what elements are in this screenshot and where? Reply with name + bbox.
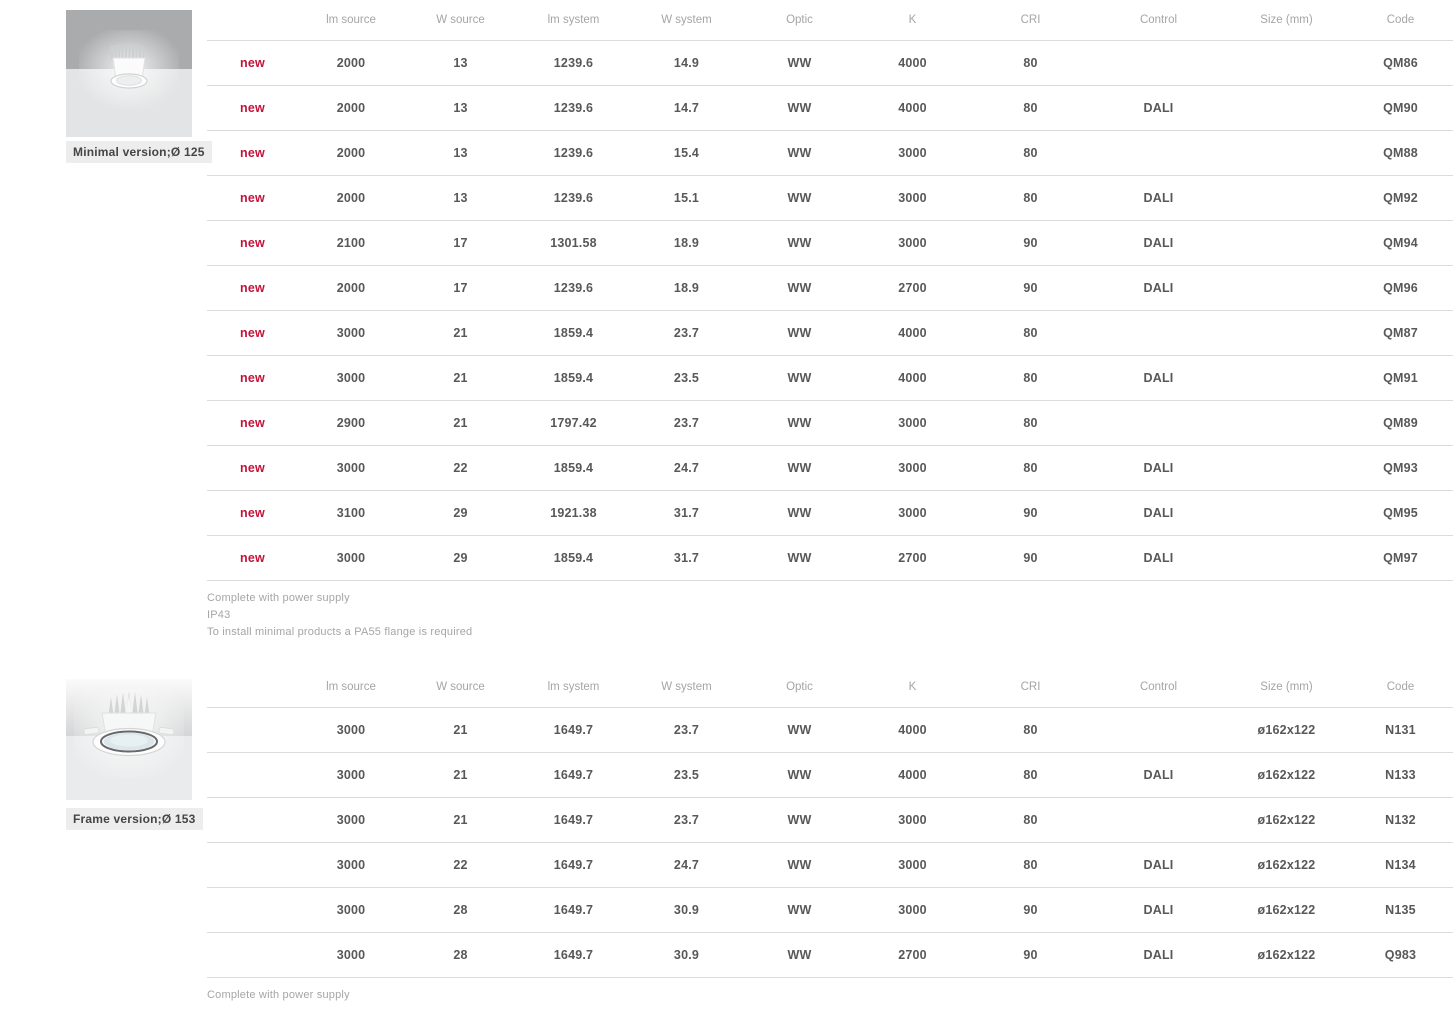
- value-cell: 1649.7: [517, 708, 630, 753]
- value-cell: 1859.4: [517, 446, 630, 491]
- value-cell: 23.7: [630, 401, 743, 446]
- value-cell: WW: [743, 446, 856, 491]
- value-cell: [1225, 446, 1348, 491]
- column-header-control: Control: [1092, 0, 1225, 41]
- value-cell: 80: [969, 86, 1092, 131]
- value-cell: 29: [404, 491, 517, 536]
- value-cell: 4000: [856, 708, 969, 753]
- column-header-w-source: W source: [404, 0, 517, 41]
- value-cell: 80: [969, 708, 1092, 753]
- new-badge: new: [207, 491, 298, 536]
- value-cell: 3000: [298, 798, 404, 843]
- table-row: [207, 491, 1453, 536]
- value-cell: 3000: [298, 708, 404, 753]
- table-row: [207, 41, 1453, 86]
- column-header-size-mm-: Size (mm): [1225, 667, 1348, 708]
- value-cell: [1092, 708, 1225, 753]
- value-cell: 28: [404, 933, 517, 978]
- value-cell: 1649.7: [517, 843, 630, 888]
- value-cell: 1649.7: [517, 933, 630, 978]
- value-cell: 1239.6: [517, 176, 630, 221]
- value-cell: DALI: [1092, 221, 1225, 266]
- code-cell: QM97: [1348, 536, 1453, 581]
- table-row: [207, 176, 1453, 221]
- table-row: [207, 86, 1453, 131]
- value-cell: 1859.4: [517, 536, 630, 581]
- value-cell: 1649.7: [517, 888, 630, 933]
- value-cell: 15.4: [630, 131, 743, 176]
- value-cell: 3000: [856, 491, 969, 536]
- value-cell: 13: [404, 131, 517, 176]
- value-cell: 17: [404, 266, 517, 311]
- value-cell: 18.9: [630, 266, 743, 311]
- column-header-lm-source: lm source: [298, 0, 404, 41]
- value-cell: 23.5: [630, 753, 743, 798]
- value-cell: 3100: [298, 491, 404, 536]
- code-cell: N133: [1348, 753, 1453, 798]
- column-header-w-system: W system: [630, 667, 743, 708]
- value-cell: [1225, 176, 1348, 221]
- value-cell: 3000: [298, 311, 404, 356]
- value-cell: 4000: [856, 356, 969, 401]
- code-cell: QM94: [1348, 221, 1453, 266]
- spec-table-frame: [207, 667, 1453, 978]
- value-cell: 1649.7: [517, 753, 630, 798]
- value-cell: [1092, 41, 1225, 86]
- value-cell: 2000: [298, 176, 404, 221]
- code-cell: N134: [1348, 843, 1453, 888]
- value-cell: 1859.4: [517, 356, 630, 401]
- value-cell: 14.9: [630, 41, 743, 86]
- value-cell: [1225, 131, 1348, 176]
- value-cell: ø162x122: [1225, 888, 1348, 933]
- value-cell: 3000: [298, 888, 404, 933]
- value-cell: 3000: [856, 798, 969, 843]
- new-badge: new: [207, 41, 298, 86]
- value-cell: 23.7: [630, 708, 743, 753]
- value-cell: 1239.6: [517, 41, 630, 86]
- value-cell: 2100: [298, 221, 404, 266]
- code-cell: N135: [1348, 888, 1453, 933]
- new-badge: new: [207, 176, 298, 221]
- value-cell: WW: [743, 176, 856, 221]
- value-cell: [1092, 131, 1225, 176]
- code-cell: QM87: [1348, 311, 1453, 356]
- value-cell: 3000: [298, 356, 404, 401]
- minimal-version-section: [207, 0, 1453, 641]
- table-row: [207, 753, 1453, 798]
- product-image-minimal-version: [66, 10, 192, 137]
- code-cell: QM93: [1348, 446, 1453, 491]
- value-cell: 22: [404, 843, 517, 888]
- value-cell: 2000: [298, 131, 404, 176]
- table-row: [207, 131, 1453, 176]
- value-cell: 21: [404, 753, 517, 798]
- footnote: IP43: [207, 609, 231, 621]
- value-cell: 14.7: [630, 86, 743, 131]
- value-cell: 1301.58: [517, 221, 630, 266]
- code-cell: QM91: [1348, 356, 1453, 401]
- value-cell: 15.1: [630, 176, 743, 221]
- value-cell: 80: [969, 446, 1092, 491]
- value-cell: [1092, 798, 1225, 843]
- value-cell: 24.7: [630, 843, 743, 888]
- new-badge: new: [207, 401, 298, 446]
- value-cell: 29: [404, 536, 517, 581]
- table-footnotes: [207, 987, 1453, 1004]
- footnote: To install minimal products a PA55 flange is required: [207, 626, 473, 638]
- value-cell: 13: [404, 176, 517, 221]
- value-cell: 30.9: [630, 888, 743, 933]
- value-cell: 23.7: [630, 798, 743, 843]
- value-cell: 2000: [298, 266, 404, 311]
- value-cell: 18.9: [630, 221, 743, 266]
- product-image-frame-version: [66, 679, 192, 800]
- value-cell: ø162x122: [1225, 798, 1348, 843]
- table-row: [207, 536, 1453, 581]
- code-cell: QM90: [1348, 86, 1453, 131]
- value-cell: 3000: [856, 888, 969, 933]
- value-cell: 1649.7: [517, 798, 630, 843]
- value-cell: [207, 798, 298, 843]
- value-cell: 1239.6: [517, 86, 630, 131]
- value-cell: ø162x122: [1225, 753, 1348, 798]
- value-cell: 3000: [298, 933, 404, 978]
- footnote: Complete with power supply: [207, 592, 350, 604]
- value-cell: 80: [969, 401, 1092, 446]
- value-cell: 2000: [298, 86, 404, 131]
- code-cell: QM86: [1348, 41, 1453, 86]
- value-cell: WW: [743, 86, 856, 131]
- value-cell: DALI: [1092, 933, 1225, 978]
- value-cell: [1225, 266, 1348, 311]
- value-cell: 31.7: [630, 491, 743, 536]
- value-cell: 2700: [856, 266, 969, 311]
- code-cell: QM88: [1348, 131, 1453, 176]
- column-header-w-source: W source: [404, 667, 517, 708]
- value-cell: 21: [404, 311, 517, 356]
- value-cell: [1225, 221, 1348, 266]
- value-cell: 4000: [856, 753, 969, 798]
- value-cell: [1225, 401, 1348, 446]
- value-cell: DALI: [1092, 843, 1225, 888]
- value-cell: 3000: [856, 131, 969, 176]
- value-cell: 4000: [856, 41, 969, 86]
- value-cell: [207, 708, 298, 753]
- value-cell: DALI: [1092, 491, 1225, 536]
- value-cell: WW: [743, 888, 856, 933]
- column-header-empty: [207, 667, 298, 708]
- header-row: [207, 0, 1453, 41]
- header-row: [207, 667, 1453, 708]
- value-cell: WW: [743, 491, 856, 536]
- value-cell: 90: [969, 933, 1092, 978]
- value-cell: 3000: [856, 221, 969, 266]
- value-cell: DALI: [1092, 753, 1225, 798]
- table-row: [207, 708, 1453, 753]
- value-cell: DALI: [1092, 266, 1225, 311]
- value-cell: [207, 753, 298, 798]
- value-cell: 90: [969, 888, 1092, 933]
- value-cell: [1225, 41, 1348, 86]
- value-cell: WW: [743, 401, 856, 446]
- value-cell: [207, 933, 298, 978]
- value-cell: WW: [743, 221, 856, 266]
- column-header-empty: [207, 0, 298, 41]
- value-cell: 80: [969, 798, 1092, 843]
- value-cell: WW: [743, 708, 856, 753]
- table-row: [207, 356, 1453, 401]
- value-cell: ø162x122: [1225, 933, 1348, 978]
- table-row: [207, 843, 1453, 888]
- value-cell: 3000: [856, 176, 969, 221]
- column-header-lm-system: lm system: [517, 0, 630, 41]
- value-cell: 21: [404, 708, 517, 753]
- frame-version-section: [207, 667, 1453, 1004]
- value-cell: [1225, 536, 1348, 581]
- value-cell: WW: [743, 266, 856, 311]
- value-cell: DALI: [1092, 176, 1225, 221]
- value-cell: [207, 843, 298, 888]
- value-cell: 21: [404, 798, 517, 843]
- value-cell: 23.5: [630, 356, 743, 401]
- new-badge: new: [207, 356, 298, 401]
- code-cell: QM95: [1348, 491, 1453, 536]
- value-cell: 3000: [856, 843, 969, 888]
- value-cell: 23.7: [630, 311, 743, 356]
- value-cell: 21: [404, 401, 517, 446]
- value-cell: [207, 888, 298, 933]
- code-cell: QM92: [1348, 176, 1453, 221]
- value-cell: 3000: [298, 536, 404, 581]
- value-cell: 3000: [298, 446, 404, 491]
- value-cell: 80: [969, 843, 1092, 888]
- value-cell: 3000: [856, 401, 969, 446]
- value-cell: DALI: [1092, 86, 1225, 131]
- column-header-cri: CRI: [969, 0, 1092, 41]
- value-cell: 2700: [856, 536, 969, 581]
- value-cell: DALI: [1092, 446, 1225, 491]
- value-cell: 1859.4: [517, 311, 630, 356]
- value-cell: [1092, 401, 1225, 446]
- value-cell: 1239.6: [517, 131, 630, 176]
- new-badge: new: [207, 536, 298, 581]
- value-cell: 22: [404, 446, 517, 491]
- column-header-optic: Optic: [743, 667, 856, 708]
- value-cell: 30.9: [630, 933, 743, 978]
- table-row: [207, 221, 1453, 266]
- value-cell: WW: [743, 311, 856, 356]
- table-row: [207, 798, 1453, 843]
- value-cell: [1225, 86, 1348, 131]
- value-cell: WW: [743, 753, 856, 798]
- value-cell: 80: [969, 41, 1092, 86]
- value-cell: 4000: [856, 311, 969, 356]
- table-row: [207, 446, 1453, 491]
- column-header-cri: CRI: [969, 667, 1092, 708]
- value-cell: 13: [404, 41, 517, 86]
- value-cell: ø162x122: [1225, 843, 1348, 888]
- code-cell: QM89: [1348, 401, 1453, 446]
- value-cell: [1225, 356, 1348, 401]
- value-cell: WW: [743, 798, 856, 843]
- new-badge: new: [207, 266, 298, 311]
- table-row: [207, 933, 1453, 978]
- value-cell: 90: [969, 491, 1092, 536]
- value-cell: 1797.42: [517, 401, 630, 446]
- value-cell: [1092, 311, 1225, 356]
- column-header-w-system: W system: [630, 0, 743, 41]
- column-header-control: Control: [1092, 667, 1225, 708]
- value-cell: 80: [969, 311, 1092, 356]
- table-row: [207, 311, 1453, 356]
- value-cell: 24.7: [630, 446, 743, 491]
- table-row: [207, 266, 1453, 311]
- value-cell: DALI: [1092, 356, 1225, 401]
- new-badge: new: [207, 86, 298, 131]
- value-cell: [1225, 311, 1348, 356]
- value-cell: WW: [743, 843, 856, 888]
- value-cell: 90: [969, 221, 1092, 266]
- value-cell: 1239.6: [517, 266, 630, 311]
- code-cell: N131: [1348, 708, 1453, 753]
- value-cell: WW: [743, 536, 856, 581]
- value-cell: 4000: [856, 86, 969, 131]
- value-cell: 1921.38: [517, 491, 630, 536]
- value-cell: 80: [969, 753, 1092, 798]
- value-cell: 13: [404, 86, 517, 131]
- value-cell: 80: [969, 176, 1092, 221]
- column-header-code: Code: [1348, 0, 1453, 41]
- column-header-code: Code: [1348, 667, 1453, 708]
- new-badge: new: [207, 221, 298, 266]
- footnote: Complete with power supply: [207, 989, 350, 1001]
- value-cell: WW: [743, 131, 856, 176]
- value-cell: 31.7: [630, 536, 743, 581]
- new-badge: new: [207, 131, 298, 176]
- value-cell: [1225, 491, 1348, 536]
- value-cell: 21: [404, 356, 517, 401]
- new-badge: new: [207, 446, 298, 491]
- product-caption-minimal-version: Minimal version;Ø 125: [66, 141, 212, 163]
- table-row: [207, 401, 1453, 446]
- value-cell: WW: [743, 356, 856, 401]
- value-cell: 3000: [298, 843, 404, 888]
- column-header-k: K: [856, 0, 969, 41]
- value-cell: 3000: [298, 753, 404, 798]
- column-header-optic: Optic: [743, 0, 856, 41]
- column-header-lm-source: lm source: [298, 667, 404, 708]
- new-badge: new: [207, 311, 298, 356]
- value-cell: WW: [743, 933, 856, 978]
- value-cell: 90: [969, 536, 1092, 581]
- product-caption-frame-version: Frame version;Ø 153: [66, 808, 203, 830]
- column-header-k: K: [856, 667, 969, 708]
- code-cell: QM96: [1348, 266, 1453, 311]
- code-cell: N132: [1348, 798, 1453, 843]
- table-footnotes: [207, 590, 1453, 641]
- column-header-size-mm-: Size (mm): [1225, 0, 1348, 41]
- value-cell: 80: [969, 356, 1092, 401]
- spec-table-minimal: [207, 0, 1453, 581]
- value-cell: WW: [743, 41, 856, 86]
- value-cell: DALI: [1092, 888, 1225, 933]
- value-cell: 80: [969, 131, 1092, 176]
- value-cell: 2900: [298, 401, 404, 446]
- value-cell: 2700: [856, 933, 969, 978]
- value-cell: 17: [404, 221, 517, 266]
- value-cell: 3000: [856, 446, 969, 491]
- value-cell: 2000: [298, 41, 404, 86]
- table-row: [207, 888, 1453, 933]
- value-cell: 90: [969, 266, 1092, 311]
- value-cell: DALI: [1092, 536, 1225, 581]
- code-cell: Q983: [1348, 933, 1453, 978]
- value-cell: 28: [404, 888, 517, 933]
- value-cell: ø162x122: [1225, 708, 1348, 753]
- column-header-lm-system: lm system: [517, 667, 630, 708]
